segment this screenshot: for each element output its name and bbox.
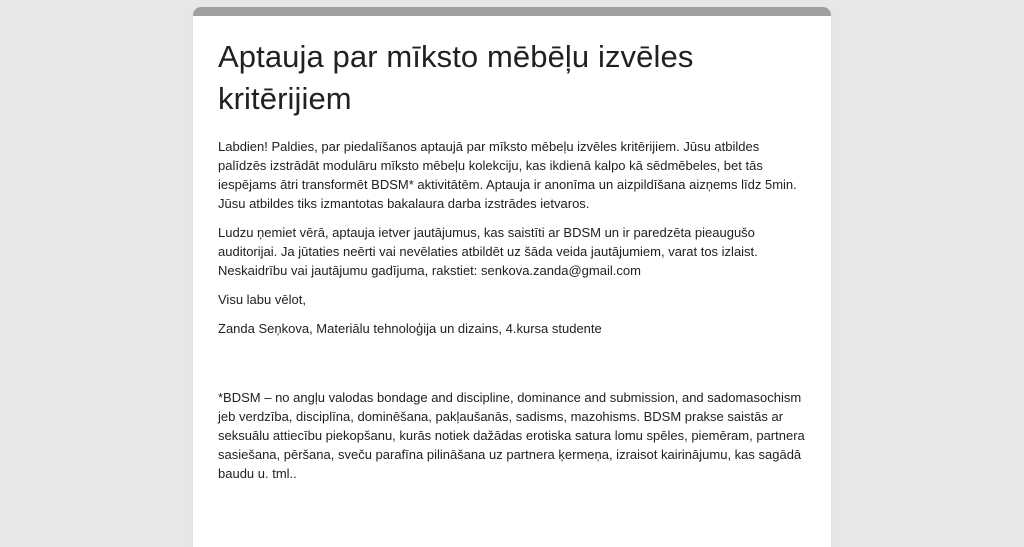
intro-paragraph: Labdien! Paldies, par piedalīšanos aptaujā par mīksto mēbeļu izvēles kritērijiem. Jūsu atbildes palīdzēs izstrādāt modulāru mīksto mēbeļu kolekciju, kas ikdienā kalpo kā sēdmēbeles, bet tās iespējams ātri transformēt BDSM* aktivitātēm. Aptauja ir anonīma un aizpildīšana aizņems līdz 5min. Jūsu atbildes tiks izmantotas bakalaura darba izstrādes ietvaros. xyxy=(218,139,797,211)
greeting-line: Visu labu vēlot, xyxy=(218,292,306,307)
form-accent-bar xyxy=(193,7,831,16)
form-description xyxy=(193,16,831,483)
bdsm-footnote: *BDSM – no angļu valodas bondage and discipline, dominance and submission, and sadomasochism jeb verdzība, disciplīna, dominēšana, pakļaušanās, sadisms, mazohisms. BDSM prakse saistās ar seksuālu attiecību piekopšanu, kurās notiek dažādas erotiska satura lomu spēles, piemēram, partnera sasiešana, pēršana, sveču parafīna pilināšana uz partnera ķermeņa, izraisot kairinājumu, kas sagādā baudu u. tml.. xyxy=(218,390,805,481)
form-title: Aptauja par mīksto mēbēļu izvēles kritērijiem xyxy=(218,39,694,116)
warning-paragraph: Ludzu ņemiet vērā, aptauja ietver jautājumus, kas saistīti ar BDSM un ir paredzēta pieaugušo auditorijai. Ja jūtaties neērti vai nevēlaties atbildēt uz šāda veida jautājumiem, varat tos izlaist. Neskaidrību vai jautājumu gadījuma, rakstiet: senkova.zanda@gmail.com xyxy=(218,225,758,278)
paragraph-spacer xyxy=(218,348,806,388)
author-signature: Zanda Seņkova, Materiālu tehnoloģija un dizains, 4.kursa studente xyxy=(218,321,602,336)
form-header-card xyxy=(193,7,831,547)
